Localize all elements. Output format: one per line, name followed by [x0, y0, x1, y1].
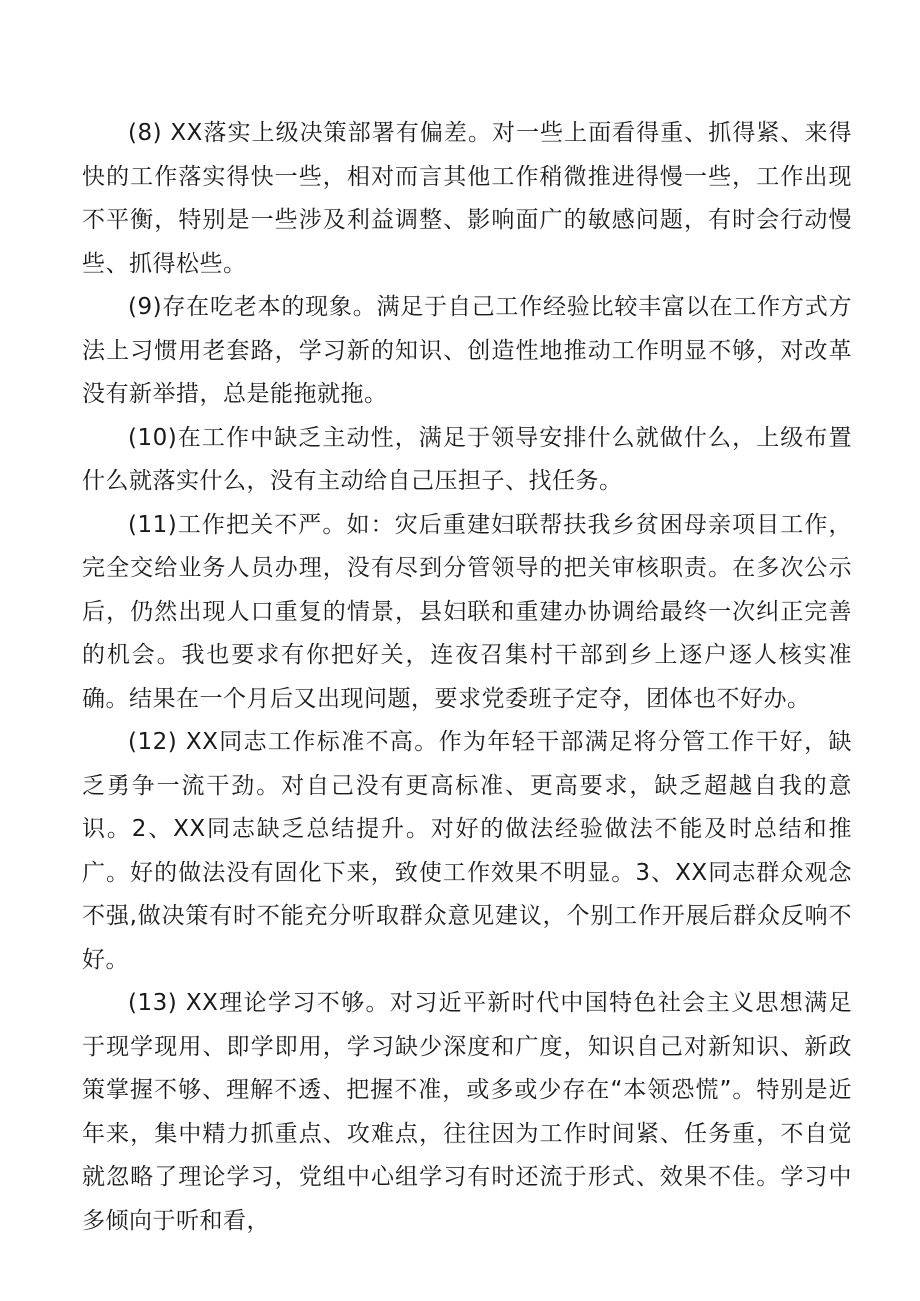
paragraph-8: (8) XX落实上级决策部署有偏差。对一些上面看得重、抓得紧、来得快的工作落实得快一些，相对而言其他工作稍微推进得慢一些，工作出现不平衡，特别是一些涉及利益调整、影响面广的敏感问题，有时会行动慢些、抓得松些。 — [82, 120, 852, 277]
paragraph-13: (13) XX理论学习不够。对习近平新时代中国特色社会主义思想满足于现学现用、即学即用，学习缺少深度和广度，知识自己对新知识、新政策掌握不够、理解不透、把握不准，或多或少存在“本领恐慌”。特别是近年来，集中精力抓重点、攻难点，往往因为工作时间紧、任务重，不自觉就忽略了理论学习，党组中心组学习有时还流于形式、效果不佳。学习中多倾向于听和看， — [82, 990, 852, 1234]
paragraph-11: (11)工作把关不严。如：灾后重建妇联帮扶我乡贫困母亲项目工作，完全交给业务人员办理，没有尽到分管领导的把关审核职责。在多次公示后，仍然出现人口重复的情景，县妇联和重建办协调给最终一次纠正完善的机会。我也要求有你把好关，连夜召集村干部到乡上逐户逐人核实准确。结果在一个月后又出现问题，要求党委班子定夺，团体也不好办。 — [82, 511, 852, 712]
paragraph-12: (12) XX同志工作标准不高。作为年轻干部满足将分管工作干好，缺乏勇争一流干劲。对自己没有更高标准、更高要求，缺乏超越自我的意识。2、XX同志缺乏总结提升。对好的做法经验做法不能及时总结和推广。好的做法没有固化下来，致使工作效果不明显。3、XX同志群众观念不强,做决策有时不能充分听取群众意见建议，个别工作开展后群众反响不好。 — [82, 729, 852, 973]
paragraph-9: (9)存在吃老本的现象。满足于自己工作经验比较丰富以在工作方式方法上习惯用老套路，学习新的知识、创造性地推动工作明显不够，对改革没有新举措，总是能拖就拖。 — [82, 294, 852, 407]
paragraph-10: (10)在工作中缺乏主动性，满足于领导安排什么就做什么，上级布置什么就落实什么，没有主动给自己压担子、找任务。 — [82, 424, 852, 494]
document-body — [82, 112, 852, 1243]
